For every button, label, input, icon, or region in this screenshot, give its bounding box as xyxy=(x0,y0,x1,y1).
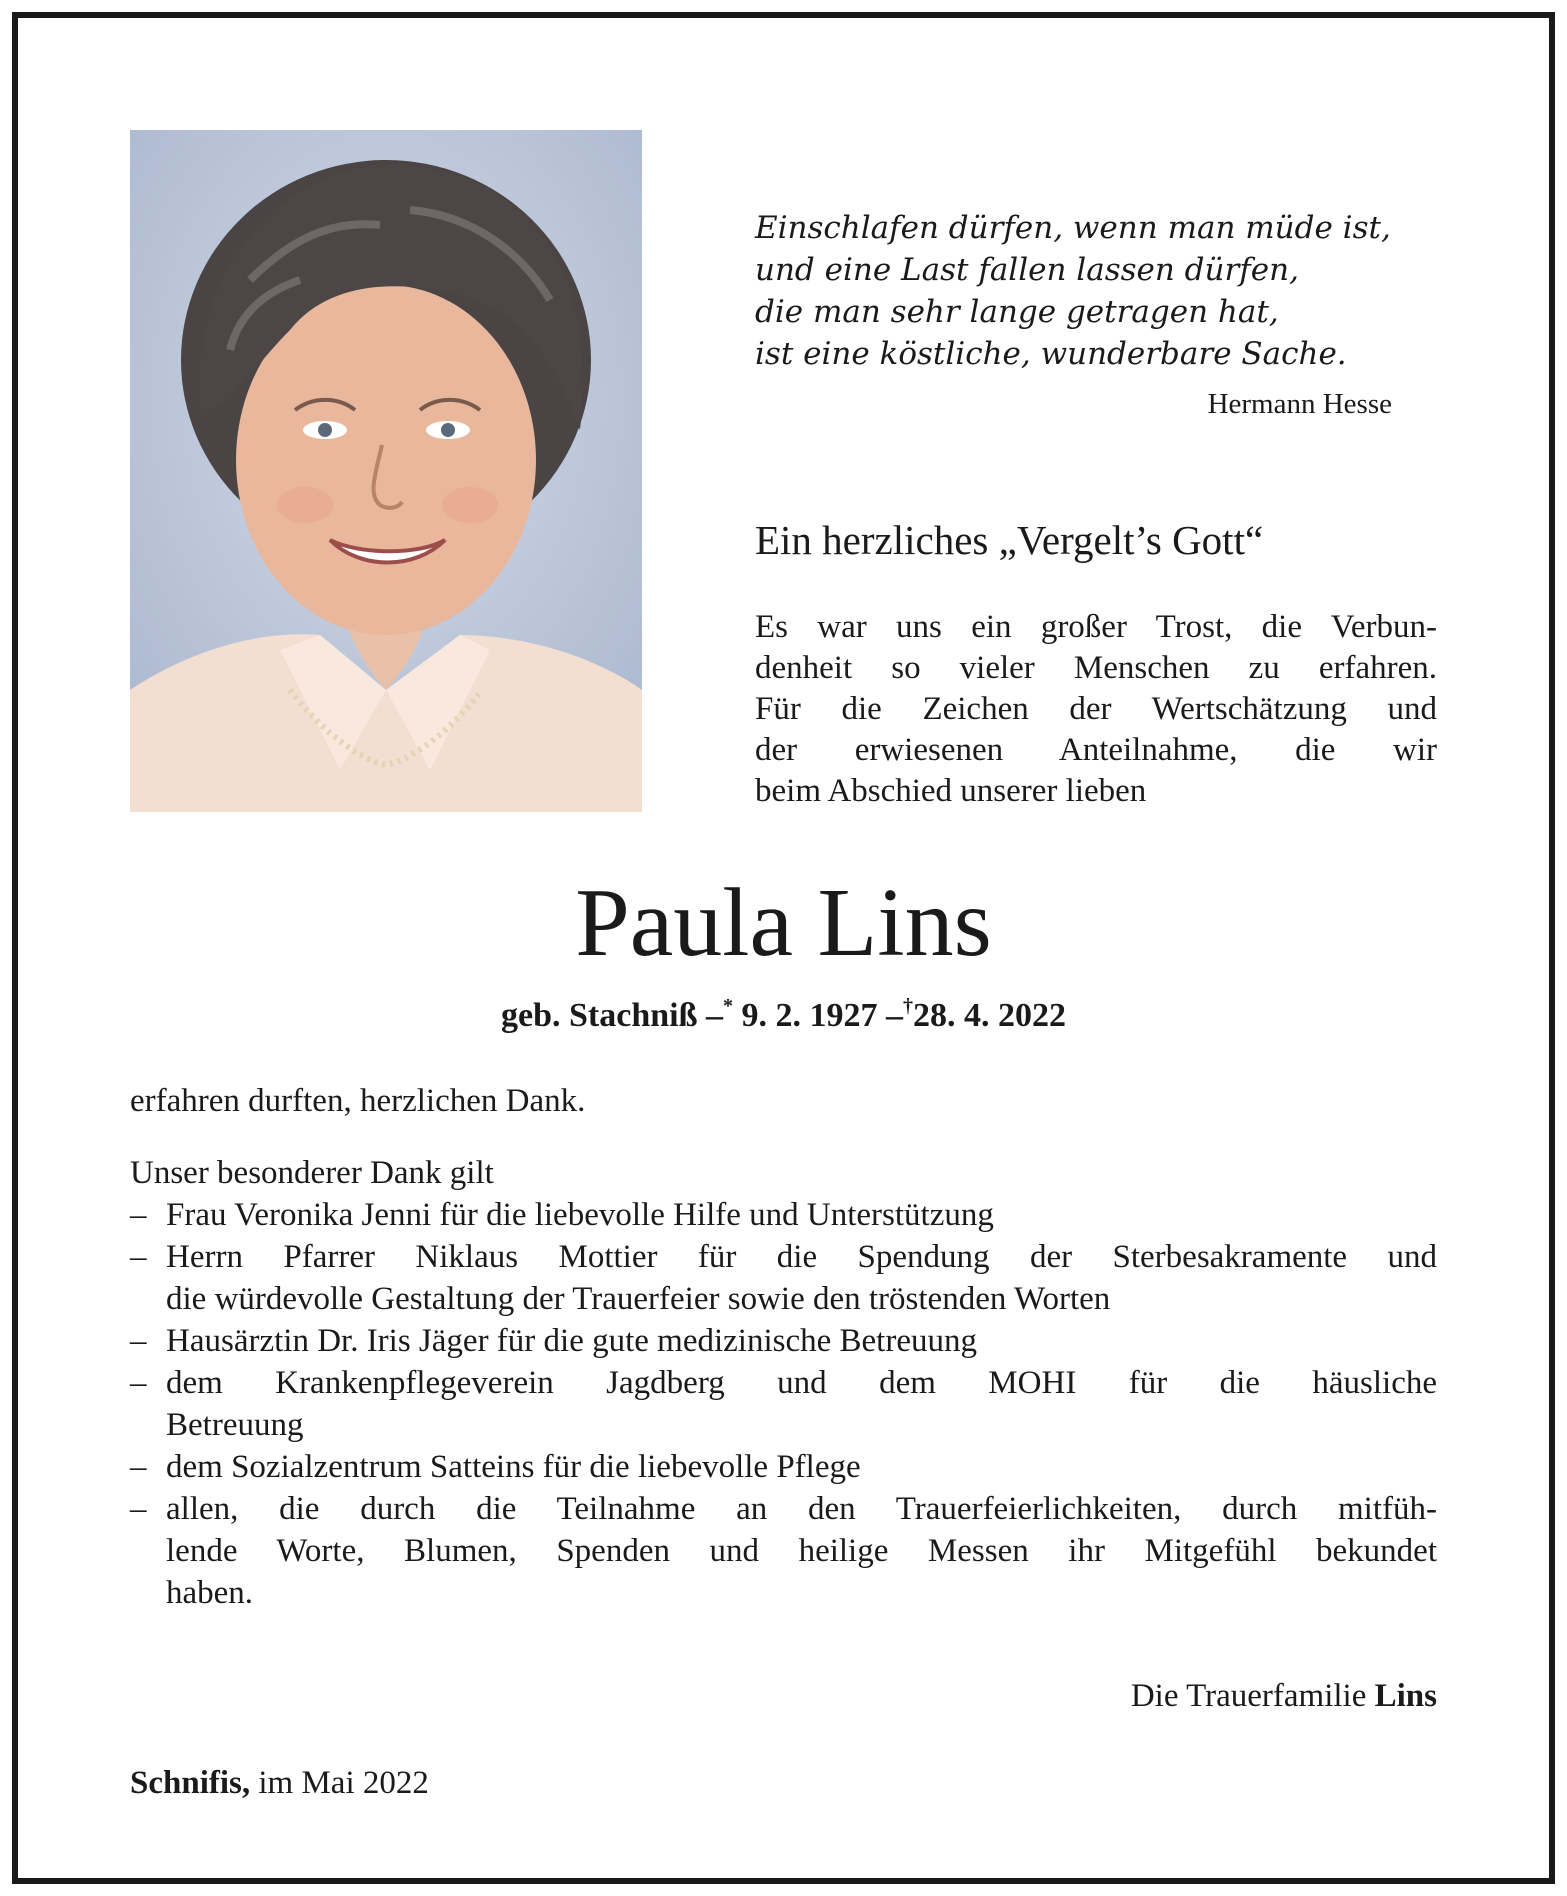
thanks-list xyxy=(130,1194,1437,1614)
life-dates xyxy=(0,995,1567,1035)
place-date-text: im Mai 2022 xyxy=(258,1765,429,1801)
death-cross-icon: † xyxy=(903,995,913,1017)
place-town: Schnifis, xyxy=(130,1765,251,1801)
quote-line: die man sehr lange getragen hat, xyxy=(755,294,1279,330)
birth-date: 9. 2. 1927 xyxy=(741,997,878,1034)
birth-star-icon: * xyxy=(723,995,733,1017)
quote-line: ist eine köstliche, wunderbare Sache. xyxy=(755,336,1347,372)
thanks-line: – Hausärztin Dr. Iris Jäger für die gute medizinische Betreuung xyxy=(166,1323,977,1359)
quote-line: und eine Last fallen lassen dürfen, xyxy=(755,252,1299,288)
deceased-name: Paula Lins xyxy=(575,869,992,977)
thanks-line: – dem Sozialzentrum Satteins für die liebevolle Pflege xyxy=(166,1449,861,1485)
continuation-text: erfahren durften, herzlichen Dank. xyxy=(130,1083,586,1119)
family-prefix: Die Trauerfamilie xyxy=(1130,1678,1367,1714)
thanks-line: die würdevolle Gestaltung der Trauerfeier sowie den tröstenden Worten xyxy=(166,1281,1111,1317)
thanks-line: Betreuung xyxy=(166,1407,304,1443)
dash-separator: – xyxy=(886,997,903,1034)
intro-line: Für die Zeichen der Wertschätzung und xyxy=(755,691,1437,727)
intro-line: der erwiesenen Anteilnahme, die wir xyxy=(755,732,1437,768)
thanks-line: haben. xyxy=(166,1575,254,1611)
portrait-illustration xyxy=(130,130,642,812)
thanks-line: lende Worte, Blumen, Spenden und heilige Messen ihr Mitgefühl bekundet xyxy=(166,1533,1437,1569)
thanks-intro: Unser besonderer Dank gilt xyxy=(130,1155,494,1191)
thanks-item xyxy=(130,1320,1437,1362)
intro-line: Es war uns ein großer Trost, die Verbun- xyxy=(755,609,1437,645)
family-surname: Lins xyxy=(1374,1678,1437,1714)
thanks-item xyxy=(130,1362,1437,1446)
intro-line: beim Abschied unserer lieben xyxy=(755,773,1147,809)
thanks-item xyxy=(130,1194,1437,1236)
thanks-item xyxy=(130,1446,1437,1488)
thanks-line: – dem Krankenpflegeverein Jagdberg und dem MOHI für die häusliche xyxy=(166,1365,1437,1401)
portrait-photo xyxy=(130,130,642,812)
death-date: 28. 4. 2022 xyxy=(913,997,1066,1034)
family-signature xyxy=(1131,1678,1437,1715)
quote-line: Einschlafen dürfen, wenn man müde ist, xyxy=(755,210,1391,246)
dash-separator: – xyxy=(706,997,723,1034)
main-body xyxy=(130,1080,1437,1614)
quote-author: Hermann Hesse xyxy=(1207,388,1392,420)
thanks-item xyxy=(130,1236,1437,1320)
place-date xyxy=(130,1765,429,1802)
birth-name: geb. Stachniß xyxy=(501,997,698,1034)
hesse-quote xyxy=(755,207,1405,375)
thanks-heading: Ein herzliches „Vergelt’s Gott“ xyxy=(755,517,1264,563)
thanks-item xyxy=(130,1488,1437,1614)
thanks-line: – Herrn Pfarrer Niklaus Mottier für die Spendung der Sterbesakramente und xyxy=(166,1239,1437,1275)
thanks-line: – allen, die durch die Teilnahme an den Trauerfeierlichkeiten, durch mitfüh- xyxy=(166,1491,1437,1527)
thanks-line: – Frau Veronika Jenni für die liebevolle Hilfe und Unterstützung xyxy=(166,1197,994,1233)
intro-paragraph xyxy=(755,607,1437,812)
intro-line: denheit so vieler Menschen zu erfahren. xyxy=(755,650,1437,686)
